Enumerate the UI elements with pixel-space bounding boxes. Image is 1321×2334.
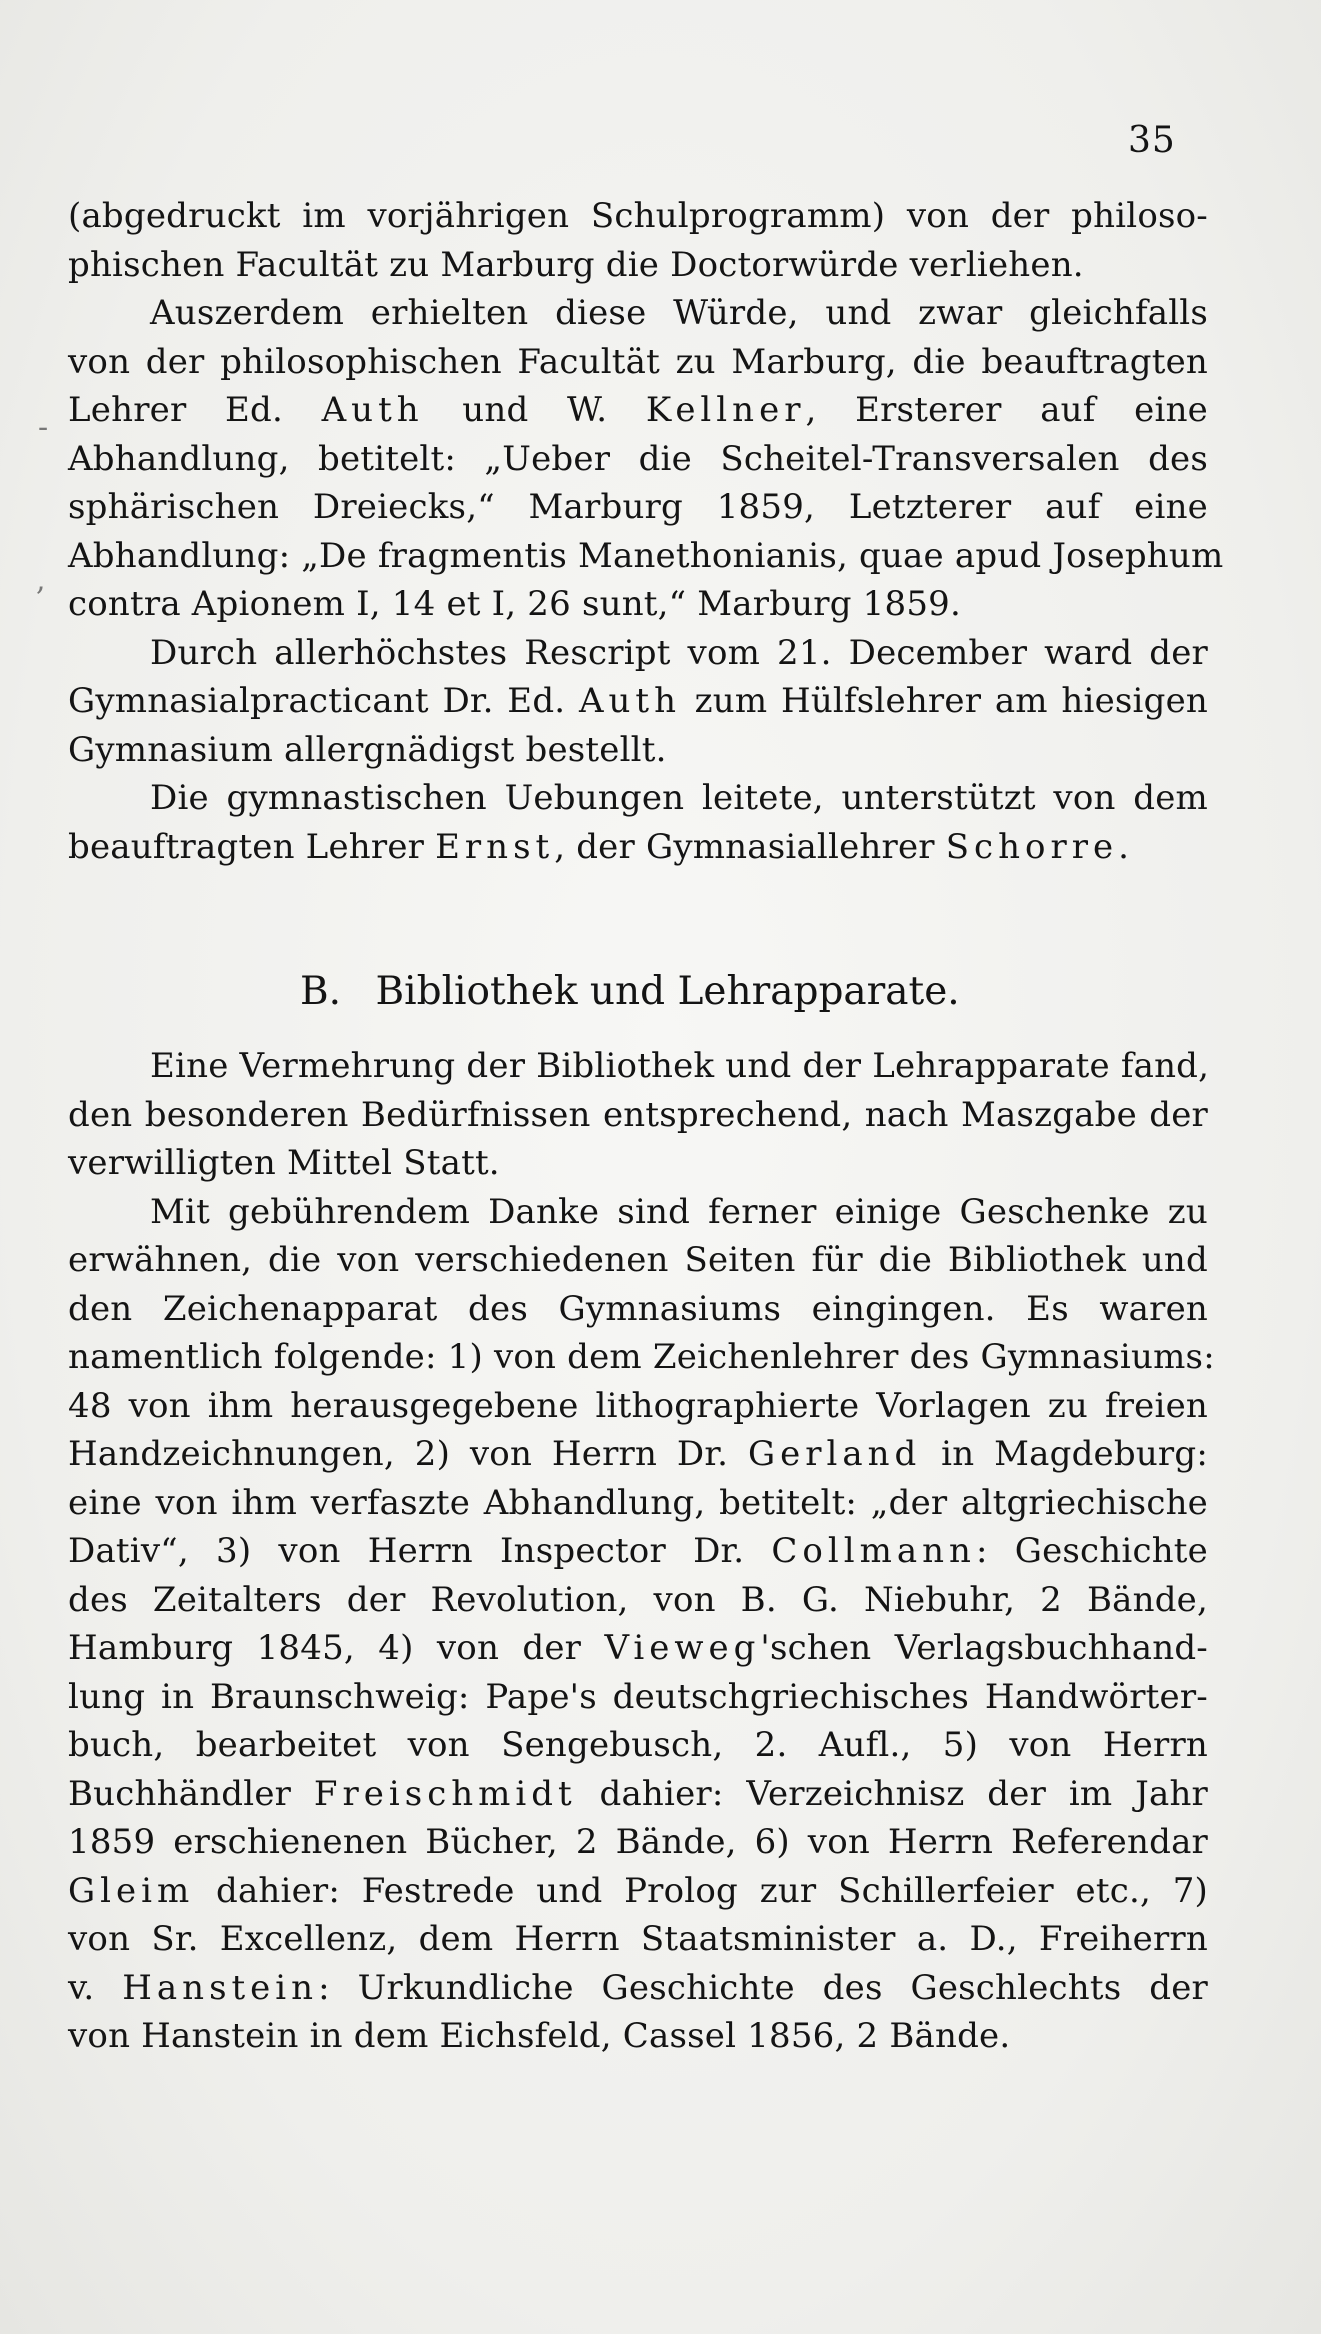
spaced-name: Schorre <box>945 826 1119 867</box>
text-line: 1859 erschienenen Bücher, 2 Bände, 6) von Herrn Referendar <box>68 1822 1208 1862</box>
margin-mark: - <box>38 410 49 445</box>
text-line: Eine Vermehrung der Bibliothek und der Lehrapparate fand, <box>150 1046 1210 1086</box>
page-number: 35 <box>1128 120 1176 161</box>
paragraph-block-library <box>68 1042 1215 2061</box>
text-line: sphärischen Dreiecks,“ Marburg 1859, Letzterer auf eine <box>68 487 1208 527</box>
text-line: 48 von ihm herausgegebene lithographierte Vorlagen zu freien <box>68 1385 1208 1426</box>
text-line: Lehrer Ed. Auth und W. Kellner, Ersterer auf eine <box>68 390 1208 430</box>
text-line: von der philosophischen Facultät zu Marburg, die beauftragten <box>68 341 1208 382</box>
text-line: Gymnasium allergnädigst bestellt. <box>68 729 667 770</box>
spaced-name: Hanstein <box>122 1967 319 2008</box>
spaced-name: Collmann <box>771 1531 976 1571</box>
text-line: (abgedruckt im vorjährigen Schulprogramm) von der philoso- <box>68 196 1208 236</box>
text-line: Hamburg 1845, 4) von der Vieweg'schen Verlagsbuchhand- <box>68 1628 1208 1668</box>
text-line: Buchhändler Freischmidt dahier: Verzeichnisz der im Jahr <box>68 1773 1208 1814</box>
section-heading <box>300 962 960 1022</box>
text-line: Auszerdem erhielten diese Würde, und zwar gleichfalls <box>150 293 1208 333</box>
text-line: eine von ihm verfaszte Abhandlung, betitelt: „der altgriechische <box>68 1482 1208 1523</box>
spaced-name: Gleim <box>68 1870 195 1911</box>
text-line: Gymnasialpracticant Dr. Ed. Auth zum Hülfslehrer am hiesigen <box>68 681 1208 721</box>
text-line: buch, bearbeitet von Sengebusch, 2. Aufl., 5) von Herrn <box>68 1725 1208 1765</box>
text-line: Abhandlung, betitelt: „Ueber die Scheitel-Transversalen des <box>68 438 1208 479</box>
text-line: den Zeichenapparat des Gymnasiums eingingen. Es waren <box>68 1288 1208 1329</box>
text-line: den besonderen Bedürfnissen entsprechend, nach Maszgabe der <box>68 1094 1208 1135</box>
paragraph-block-doctorates <box>68 192 1224 871</box>
spaced-name: Vieweg <box>604 1628 761 1668</box>
text-line: Abhandlung: „De fragmentis Manethonianis, quae apud Josephum <box>68 535 1224 576</box>
spaced-name: Auth <box>321 390 424 430</box>
spaced-name: Kellner <box>645 390 806 430</box>
text-line: verwilligten Mittel Statt. <box>68 1143 500 1183</box>
text-line: Mit gebührendem Danke sind ferner einige Geschenke zu <box>150 1191 1208 1232</box>
text-line: Handzeichnungen, 2) von Herrn Dr. Gerland in Magdeburg: <box>68 1434 1208 1474</box>
text-line: lung in Braunschweig: Pape's deutschgriechisches Handwörter- <box>68 1676 1208 1717</box>
spaced-name: Gerland <box>747 1434 922 1474</box>
text-line: Gleim dahier: Festrede und Prolog zur Schillerfeier etc., 7) <box>68 1870 1208 1911</box>
text-line: Die gymnastischen Uebungen leitete, unterstützt von dem <box>150 778 1208 818</box>
text-line: erwähnen, die von verschiedenen Seiten für die Bibliothek und <box>68 1240 1208 1280</box>
text-line: namentlich folgende: 1) von dem Zeichenlehrer des Gymnasiums: <box>68 1337 1215 1377</box>
section-letter: B. <box>300 969 342 1014</box>
text-line: beauftragten Lehrer Ernst, der Gymnasiallehrer Schorre. <box>68 826 1130 867</box>
spaced-name: Ernst <box>435 826 555 867</box>
spaced-name: Freischmidt <box>313 1773 577 1814</box>
text-line: contra Apionem I, 14 et I, 26 sunt,“ Marburg 1859. <box>68 584 962 624</box>
text-line: von Sr. Excellenz, dem Herrn Staatsminister a. D., Freiherrn <box>68 1919 1208 1959</box>
text-line: Dativ“, 3) von Herrn Inspector Dr. Collmann: Geschichte <box>68 1531 1208 1571</box>
text-line: Durch allerhöchstes Rescript vom 21. December ward der <box>150 632 1208 673</box>
text-line: v. Hanstein: Urkundliche Geschichte des Geschlechts der <box>68 1967 1208 2008</box>
text-line: von Hanstein in dem Eichsfeld, Cassel 1856, 2 Bände. <box>68 2016 1011 2056</box>
section-title: Bibliothek und Lehrapparate. <box>375 969 960 1014</box>
spaced-name: Auth <box>578 681 681 721</box>
margin-mark: , <box>36 563 46 598</box>
text-line: phischen Facultät zu Marburg die Doctorwürde verliehen. <box>68 244 1084 285</box>
text-line: des Zeitalters der Revolution, von B. G. Niebuhr, 2 Bände, <box>68 1579 1208 1620</box>
